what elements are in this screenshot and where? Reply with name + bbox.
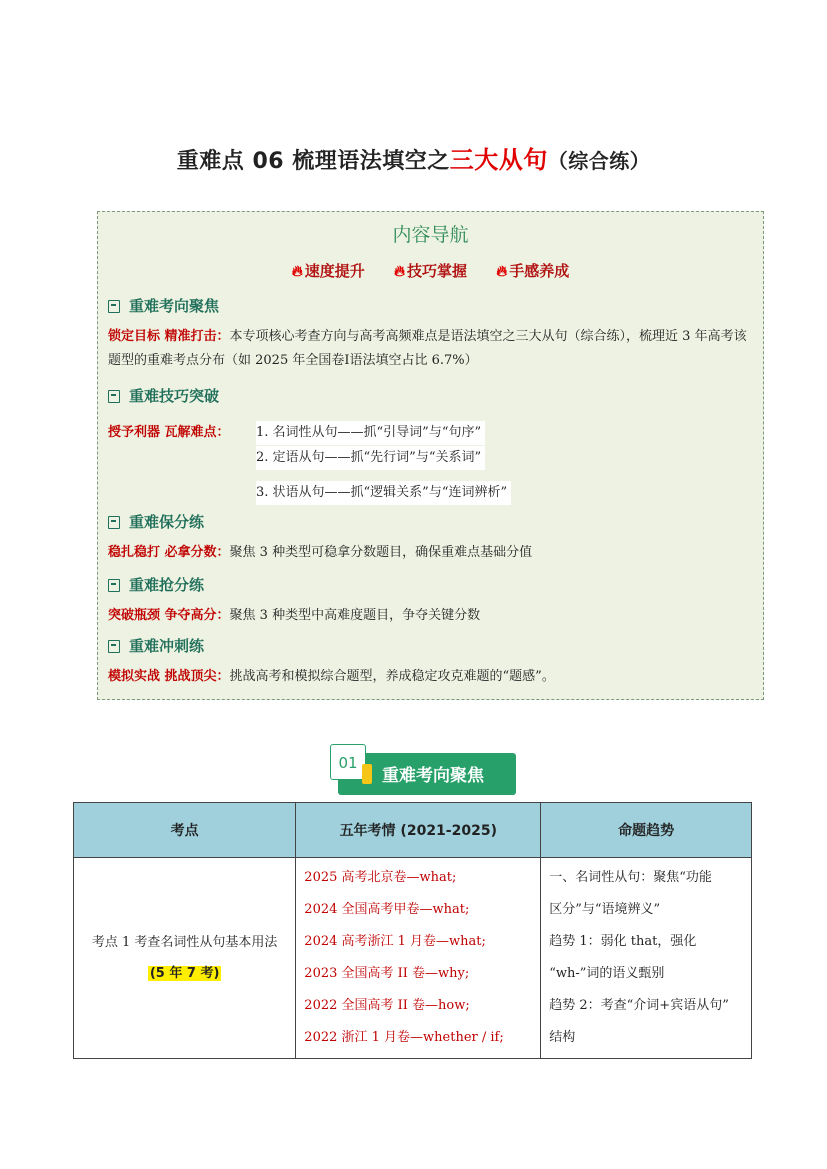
flame-icon: 🔥︎: [496, 262, 508, 280]
exam-count-badge: (5 年 7 考): [149, 966, 220, 981]
section-heading-label: 重难保分练: [129, 513, 205, 531]
section-keyword: 稳扎稳打 必拿分数：: [108, 545, 230, 560]
history-item: 2024 高考浙江 1 月卷—what;: [304, 934, 486, 949]
list-item: 2. 定语从句——抓“先行词”与“关系词”: [256, 446, 485, 470]
column-header: 命题趋势: [541, 803, 752, 858]
trend-cell: [541, 858, 752, 1059]
banner-label: 重难考向聚焦: [382, 766, 484, 786]
list-item: 3. 状语从句——抓“逻辑关系”与“连词辨析”: [256, 481, 511, 505]
section-heading-label: 重难冲刺练: [129, 637, 205, 655]
section-banner: [330, 741, 518, 797]
exam-point-label: 考点 1 考查名词性从句基本用法: [91, 935, 278, 950]
trend-line: “wh-”词的语义甄别: [549, 966, 665, 981]
section-heading-basic: [108, 511, 204, 532]
document-icon: [108, 579, 120, 592]
badge-feel: [496, 260, 569, 281]
title-highlight: 三大从句: [449, 146, 548, 174]
document-icon: [108, 300, 120, 313]
table-header-row: [74, 803, 752, 858]
history-cell: [296, 858, 541, 1059]
exam-analysis-table: [73, 802, 752, 1059]
trend-line: 一、名词性从句：聚焦“功能: [549, 870, 712, 885]
section-text-advanced: [108, 604, 753, 628]
section-keyword: 模拟实战 挑战顶尖：: [108, 669, 230, 684]
section-body: 挑战高考和模拟综合题型，养成稳定攻克难题的“题感”。: [229, 669, 555, 684]
section-text-basic: [108, 541, 753, 565]
badge-label: 技巧掌握: [407, 262, 468, 280]
column-header: 五年考情 (2021-2025): [296, 803, 541, 858]
section-heading-advanced: [108, 574, 204, 595]
column-header: 考点: [74, 803, 296, 858]
flame-icon: 🔥︎: [393, 262, 405, 280]
section-heading-skill: [108, 385, 219, 406]
title-prefix: 重难点 06 梳理语法填空之: [176, 149, 450, 174]
history-item: 2022 浙江 1 月卷—whether / if;: [304, 1030, 504, 1045]
content-navigation-box: [97, 211, 764, 700]
trend-line: 趋势 1：弱化 that，强化: [549, 934, 697, 949]
section-body: 聚焦 3 种类型可稳拿分数题目，确保重难点基础分值: [229, 545, 533, 560]
table-row: [74, 858, 752, 1059]
document-icon: [108, 516, 120, 529]
history-item: 2022 全国高考 II 卷—how;: [304, 998, 470, 1013]
trend-line: 趋势 2：考查“介词+宾语从句”: [549, 998, 729, 1013]
badge-label: 手感养成: [509, 262, 570, 280]
section-heading-label: 重难技巧突破: [129, 387, 220, 405]
badge-skill: [394, 260, 467, 281]
bookmark-icon: [362, 764, 372, 784]
flame-icon: 🔥︎: [291, 262, 303, 280]
nav-badges: [98, 260, 763, 281]
section-text-sprint: [108, 665, 753, 689]
trend-line: 区分”与“语境辨义”: [549, 902, 661, 917]
badge-label: 速度提升: [304, 262, 365, 280]
section-heading-label: 重难考向聚焦: [129, 297, 220, 315]
section-keyword: 突破瓶颈 争夺高分：: [108, 608, 230, 623]
section-text-focus: [108, 325, 753, 373]
history-item: 2023 全国高考 II 卷—why;: [304, 966, 470, 981]
page-title: [0, 140, 827, 175]
section-keyword: 锁定目标 精准打击：: [108, 329, 230, 344]
history-item: 2024 全国高考甲卷—what;: [304, 902, 470, 917]
banner-number: 01: [330, 744, 366, 780]
section-heading-sprint: [108, 635, 204, 656]
section-keyword: 授予利器 瓦解难点：: [108, 425, 230, 440]
section-heading-label: 重难抢分练: [129, 576, 205, 594]
section-heading-focus: [108, 295, 219, 316]
history-item: 2025 高考北京卷—what;: [304, 870, 457, 885]
document-icon: [108, 390, 120, 403]
title-suffix: （综合练）: [547, 149, 651, 173]
exam-point-cell: [74, 858, 296, 1059]
section-body: 聚焦 3 种类型中高难度题目，争夺关键分数: [229, 608, 481, 623]
badge-speed: [292, 260, 365, 281]
document-icon: [108, 640, 120, 653]
trend-line: 结构: [549, 1030, 576, 1045]
nav-title: 内容导航: [392, 224, 469, 246]
section-body: 本专项核心考查方向与高考高频难点是语法填空之三大从句（综合练），梳理近 3 年高考该题型的重难考点分布（如 2025 年全国卷Ⅰ语法填空占比 6.7%）: [108, 329, 747, 368]
list-item: 1. 名词性从句——抓“引导词”与“句序”: [256, 421, 485, 445]
